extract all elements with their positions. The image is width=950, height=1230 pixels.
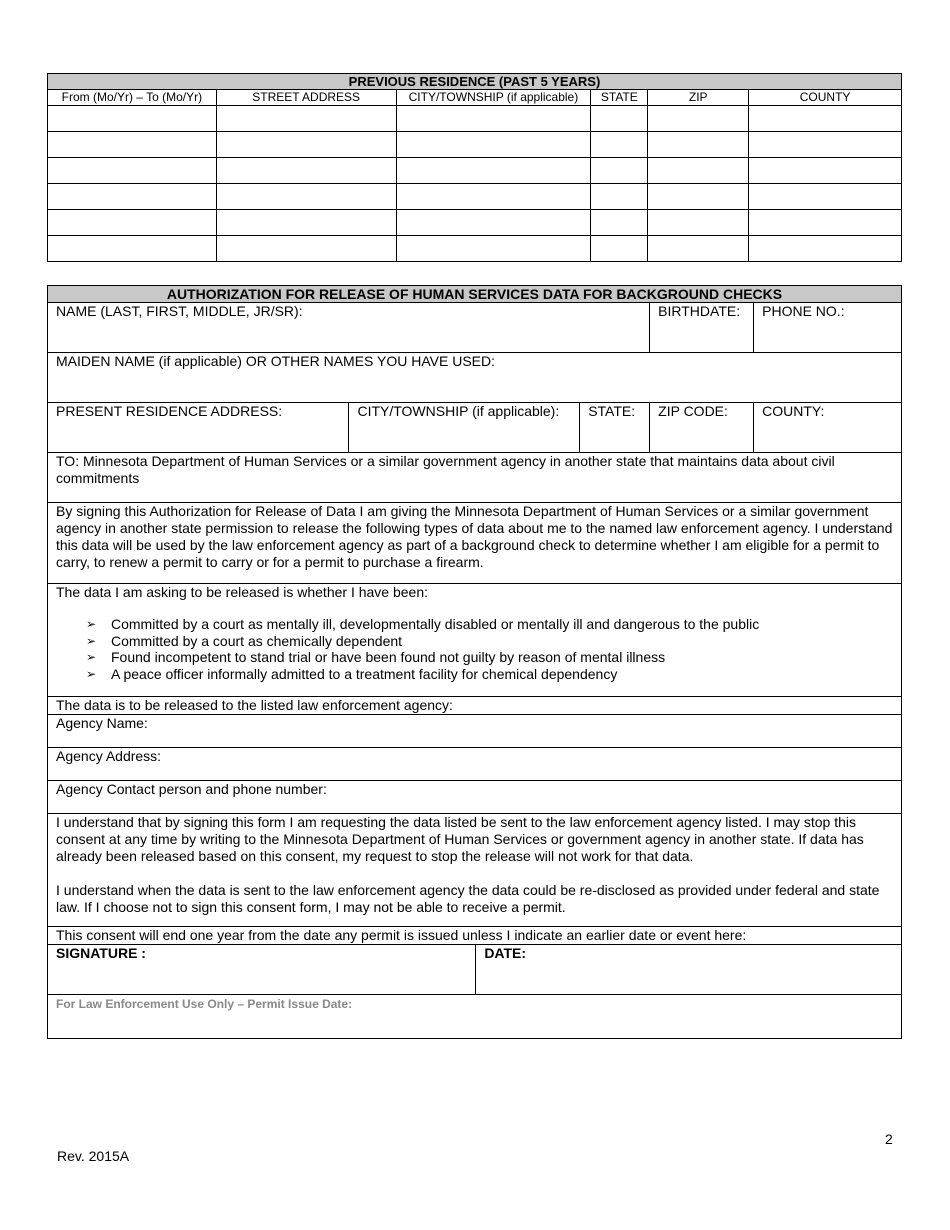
city-township-field[interactable] [396, 184, 591, 210]
column-header-county: COUNTY [749, 90, 902, 106]
state-field[interactable] [591, 106, 648, 132]
from-to-field[interactable] [48, 132, 217, 158]
residence-row [48, 184, 902, 210]
street-address-field[interactable] [216, 106, 396, 132]
residence-row [48, 210, 902, 236]
county-field[interactable] [749, 184, 902, 210]
consent-end-statement: This consent will end one year from the date any permit is issued unless I indicate an earlier date or event here: [48, 927, 902, 945]
release-to-statement: The data is to be released to the listed law enforcement agency: [48, 697, 902, 715]
street-address-field[interactable] [216, 158, 396, 184]
signature-field[interactable] [48, 945, 476, 995]
county-field[interactable] [754, 403, 902, 453]
authorization-form [47, 285, 902, 1039]
list-item: ➢ A peace officer informally admitted to a treatment facility for chemical dependency [86, 665, 618, 682]
arrow-bullet-icon: ➢ [86, 633, 97, 648]
from-to-field[interactable] [48, 210, 217, 236]
zip-field[interactable] [648, 132, 749, 158]
residence-table-title: PREVIOUS RESIDENCE (PAST 5 YEARS) [48, 74, 902, 90]
state-field[interactable] [591, 210, 648, 236]
date-label: DATE: [484, 945, 527, 961]
residence-row [48, 132, 902, 158]
from-to-field[interactable] [48, 158, 217, 184]
zip-code-label: ZIP CODE: [658, 403, 728, 419]
residence-row [48, 236, 902, 262]
maiden-name-label: MAIDEN NAME (if applicable) OR OTHER NAMES YOU HAVE USED: [56, 353, 496, 369]
maiden-name-field[interactable] [48, 353, 902, 403]
agency-name-field[interactable] [48, 715, 902, 748]
arrow-bullet-icon: ➢ [86, 617, 97, 631]
zip-field[interactable] [648, 158, 749, 184]
state-field[interactable] [591, 184, 648, 210]
list-item: ➢ Found incompetent to stand trial or have been found not guilty by reason of mental illness [86, 649, 666, 665]
zip-field[interactable] [648, 184, 749, 210]
city-township-field[interactable] [396, 106, 591, 132]
recipient-agency-text: TO: Minnesota Department of Human Services or a similar government agency in another state that maintains data about civil commitments [48, 453, 902, 503]
agency-contact-field[interactable] [48, 781, 902, 814]
date-field[interactable] [476, 945, 902, 995]
from-to-field[interactable] [48, 106, 217, 132]
column-header-street-address: STREET ADDRESS [216, 90, 396, 106]
street-address-field[interactable] [216, 132, 396, 158]
county-field[interactable] [749, 158, 902, 184]
from-to-field[interactable] [48, 236, 217, 262]
name-field[interactable] [48, 303, 650, 353]
city-township-field[interactable] [396, 210, 591, 236]
name-label: NAME (LAST, FIRST, MIDDLE, JR/SR): [56, 303, 303, 319]
arrow-bullet-icon: ➢ [86, 666, 97, 681]
street-address-field[interactable] [216, 184, 396, 210]
law-enforcement-label: For Law Enforcement Use Only – Permit Issue Date: [56, 997, 353, 1011]
state-field[interactable] [591, 236, 648, 262]
column-header-city-township: CITY/TOWNSHIP (if applicable) [396, 90, 591, 106]
column-header-from-to: From (Mo/Yr) – To (Mo/Yr) [48, 90, 217, 106]
revision-label: Rev. 2015A [57, 1148, 130, 1164]
agency-address-field[interactable] [48, 748, 902, 781]
state-field[interactable] [591, 132, 648, 158]
consent-paragraph-1: I understand that by signing this form I am requesting the data listed be sent to the law enforcement agency listed. I may stop this consent at any time by writing to the Minnesota Department of Human Services or government agency in another state. If data has already been released based on this consent, my request to stop the release will not work for that data. [56, 814, 864, 864]
residence-row [48, 106, 902, 132]
county-label: COUNTY: [762, 403, 825, 419]
zip-field[interactable] [648, 106, 749, 132]
agency-address-label: Agency Address: [56, 748, 162, 764]
list-item: ➢ Committed by a court as mentally ill, developmentally disabled or mentally ill and dangerous to the public [86, 616, 760, 632]
birthdate-label: BIRTHDATE: [658, 303, 741, 319]
city-township-field[interactable] [396, 132, 591, 158]
previous-residence-table [47, 73, 902, 262]
county-field[interactable] [749, 236, 902, 262]
zip-field[interactable] [648, 236, 749, 262]
state-field[interactable] [580, 403, 650, 453]
zip-code-field[interactable] [650, 403, 754, 453]
city-township-field[interactable] [396, 236, 591, 262]
signature-label: SIGNATURE : [56, 945, 146, 961]
column-header-state: STATE [591, 90, 648, 106]
arrow-bullet-icon: ➢ [86, 650, 97, 664]
city-township-field[interactable] [396, 158, 591, 184]
birthdate-field[interactable] [650, 303, 754, 353]
consent-paragraph-2: I understand when the data is sent to the law enforcement agency the data could be re-disclosed as provided under federal and state law. If I choose not to sign this consent form, I may not be able to receive a permit. [56, 882, 880, 915]
agency-contact-label: Agency Contact person and phone number: [56, 781, 327, 797]
city-township-label: CITY/TOWNSHIP (if applicable): [357, 403, 560, 419]
zip-field[interactable] [648, 210, 749, 236]
phone-field[interactable] [754, 303, 902, 353]
agency-name-label: Agency Name: [56, 715, 148, 731]
from-to-field[interactable] [48, 184, 217, 210]
authorization-title: AUTHORIZATION FOR RELEASE OF HUMAN SERVICES DATA FOR BACKGROUND CHECKS [48, 286, 902, 303]
column-header-zip: ZIP [648, 90, 749, 106]
permit-issue-date-field[interactable] [48, 995, 902, 1039]
state-label: STATE: [588, 403, 636, 419]
county-field[interactable] [749, 210, 902, 236]
page-number: 2 [885, 1131, 893, 1147]
city-township-field[interactable] [349, 403, 580, 453]
street-address-field[interactable] [216, 236, 396, 262]
state-field[interactable] [591, 158, 648, 184]
present-address-label: PRESENT RESIDENCE ADDRESS: [56, 403, 283, 419]
present-address-field[interactable] [48, 403, 349, 453]
data-types-list [86, 616, 893, 682]
county-field[interactable] [749, 106, 902, 132]
street-address-field[interactable] [216, 210, 396, 236]
data-types-intro: The data I am asking to be released is whether I have been: [56, 584, 429, 600]
authorization-statement: By signing this Authorization for Release of Data I am giving the Minnesota Department of Human Services or a similar government agency in another state permission to release the following types of data about me to the named law enforcement agency. I understand this data will be used by the law enforcement agency as part of a background check to determine whether I am eligible for a permit to carry, to renew a permit to carry or for a permit to purchase a firearm. [48, 503, 902, 584]
residence-row [48, 158, 902, 184]
consent-terms [48, 814, 902, 927]
list-item: ➢ Committed by a court as chemically dependent [86, 632, 403, 649]
data-types-section [48, 584, 902, 697]
phone-label: PHONE NO.: [762, 303, 845, 319]
county-field[interactable] [749, 132, 902, 158]
